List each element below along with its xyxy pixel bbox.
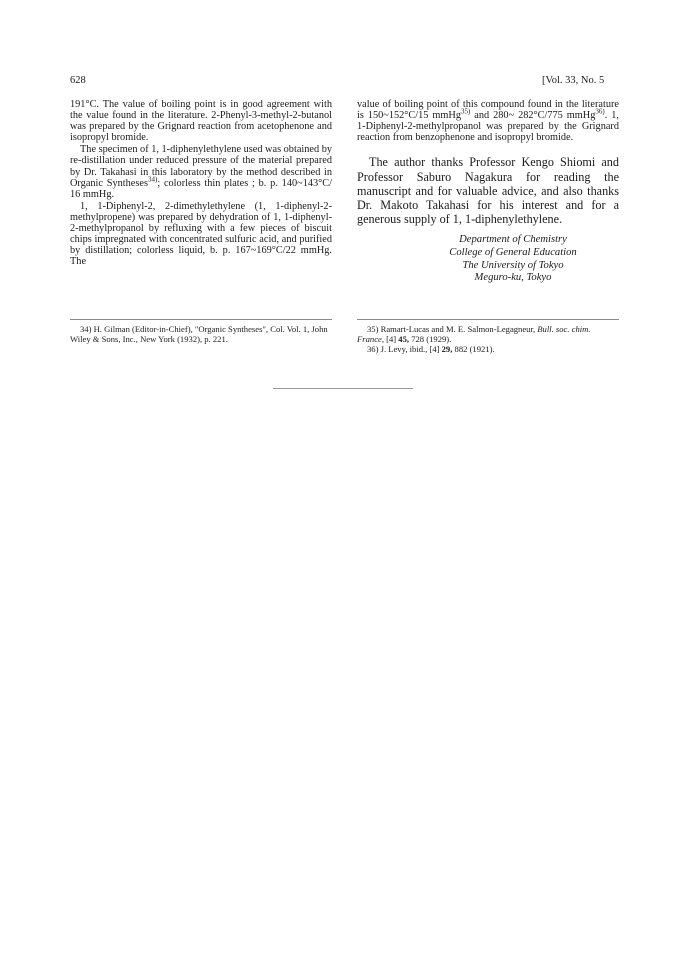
running-head: [Vol. 33, No. 5 [542, 75, 605, 86]
footnote-34: 34) H. Gilman (Editor-in-Chief), "Organic Syntheses", Col. Vol. 1, John Wiley & Sons, Inc., New York (1932), p. 221. [70, 324, 328, 345]
footnote-text: 36) J. Levy, ibid., [4] [367, 344, 442, 355]
journal-name: Bull. soc. chim. France, [357, 324, 591, 345]
paragraph [357, 99, 619, 143]
affiliation-line: College of General Education [449, 246, 577, 258]
left-column [70, 99, 332, 268]
reference-marker: 35) [461, 107, 471, 116]
paragraph: 1, 1-Diphenyl-2, 2-dimethylethylene (1, 1-diphenyl-2-methylpropene) was prepared by dehydration of 1, 1-diphenyl-2-methylpropanol by refluxing with a few pieces of biscuit chips impregnated with concentrated sulfuric acid, and purified by distillation; colorless liquid, b. p. 167~169°C/22 mmHg. The [70, 200, 332, 268]
author-affiliation [357, 234, 619, 284]
paragraph-text: and 280~ 282°C/775 mmHg [470, 110, 596, 122]
acknowledgment: The author thanks Professor Kengo Shiomi and Professor Saburo Nagakura for reading the manuscript and for valuable advice, and also thanks Dr. Makoto Takahasi for his interest and for a generous supply of 1, 1-diphenylethylene. [357, 155, 619, 227]
footnotes-left [70, 324, 332, 344]
right-column [357, 99, 619, 285]
reference-marker: 36) [595, 107, 605, 116]
paragraph-text: . 1, 1-Diphenyl-2-methylpropanol was prepared by the Grignard reaction from benzophenone and isopropyl bromide. [357, 110, 620, 144]
paragraph-text: The specimen of 1, 1-diphenylethylene used was obtained by re-distillation under reduced pressure of the material prepared by Dr. Takahasi in this laboratory by the method described in Organic Syntheses [70, 144, 332, 189]
paragraph: 191°C. The value of boiling point is in good agreement with the value found in the literature. 2-Phenyl-3-methyl-2-butanol was prepared by the Grignard reaction from acetophenone and isopropyl bromide. [70, 99, 332, 144]
end-of-article-rule [273, 388, 413, 389]
footnote-36 [357, 344, 619, 354]
footnotes-right [357, 324, 619, 355]
page-number: 628 [70, 75, 86, 86]
footnote-text: 728 (1929). [409, 334, 452, 345]
footnote-35 [357, 324, 619, 344]
footnote-text: 882 (1921). [452, 344, 495, 355]
affiliation-line: Meguro-ku, Tokyo [474, 272, 552, 284]
paragraph-text: ; colorless thin plates ; b. p. 140~143°C/ 16 mmHg. [70, 177, 332, 200]
affiliation-line: Department of Chemistry [459, 234, 567, 246]
affiliation-line: The University of Tokyo [462, 259, 564, 271]
footnote-text: 35) Ramart-Lucas and M. E. Salmon-Legagneur, [367, 324, 538, 334]
reference-marker: 34) [147, 175, 158, 184]
footnote-divider [357, 319, 619, 320]
volume-number: 45, [398, 334, 410, 345]
volume-number: 29, [441, 344, 453, 355]
footnote-divider [70, 319, 332, 320]
paragraph [70, 144, 332, 199]
footnote-text: [4] [383, 334, 399, 345]
paragraph-text: value of boiling point of this compound found in the literature is 150~152°C/15 mmHg [357, 99, 619, 122]
